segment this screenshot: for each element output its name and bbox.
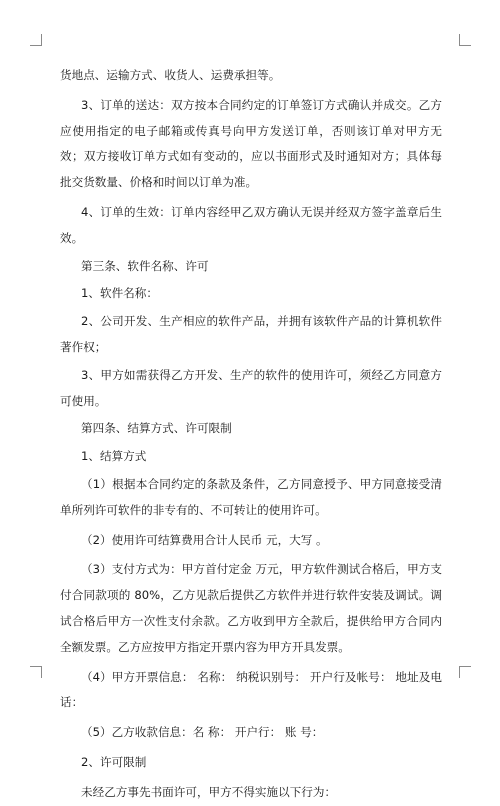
crop-mark-top-left: [30, 34, 42, 46]
paragraph-license-grant: （1）根据本合同约定的条款及条件，乙方同意授予、甲方同意接受清单所列许可软件的非专有的、不可转让的使用许可。: [60, 476, 442, 517]
paragraph-license-fee: （2）使用许可结算费用合计人民币 元，大写 。: [81, 532, 328, 547]
document-body: [60, 63, 442, 806]
crop-mark-bottom-right: [459, 666, 471, 678]
crop-mark-bottom-left: [30, 666, 42, 678]
paragraph-payment-method: （3）支付方式为：甲方首付定金 万元，甲方软件测试合格后，甲方支付合同款项的 80%，乙方见款后提供乙方软件并进行软件安装及调试。调试合格后甲方一次性支付余款。乙方收到甲方全款后，提供给甲方合同内全额发票。乙方应按甲方指定开票内容为甲方开具发票。: [60, 562, 442, 654]
paragraph-party-b-payment-info: （5）乙方收款信息：名 称： 开户行： 账 号：: [81, 725, 324, 740]
heading-license-restrictions: 2、许可限制: [81, 754, 147, 769]
crop-mark-top-right: [459, 34, 471, 46]
paragraph-continuation: 货地点、运输方式、收货人、运费承担等。: [60, 68, 281, 82]
paragraph-software-copyright: 2、公司开发、生产相应的软件产品，并拥有该软件产品的计算机软件著作权；: [60, 314, 442, 354]
paragraph-party-a-invoice-info: （4）甲方开票信息： 名称： 纳税识别号： 开户行及帐号： 地址及电话：: [60, 669, 442, 710]
paragraph-software-name: 1、软件名称：: [81, 286, 158, 301]
paragraph-license-consent: 3、甲方如需获得乙方开发、生产的软件的使用许可，须经乙方同意方可使用。: [60, 367, 442, 408]
heading-article-3: 第三条、软件名称、许可: [81, 258, 209, 273]
heading-settlement-method: 1、结算方式: [81, 449, 147, 464]
heading-article-4: 第四条、结算方式、许可限制: [81, 421, 232, 436]
paragraph-order-effective: 4、订单的生效：订单内容经甲乙双方确认无误并经双方签字盖章后生效。: [60, 204, 442, 245]
paragraph-restrictions-intro: 未经乙方事先书面许可，甲方不得实施以下行为：: [81, 784, 337, 799]
paragraph-order-delivery: 3、订单的送达：双方按本合同约定的订单签订方式确认并成交。乙方应使用指定的电子邮箱或传真号向甲方发送订单，否则该订单对甲方无效；双方接收订单方式如有变动的，应以书面形式及时通知对方；具体每批交货数量、价格和时间以订单为准。: [60, 97, 442, 190]
